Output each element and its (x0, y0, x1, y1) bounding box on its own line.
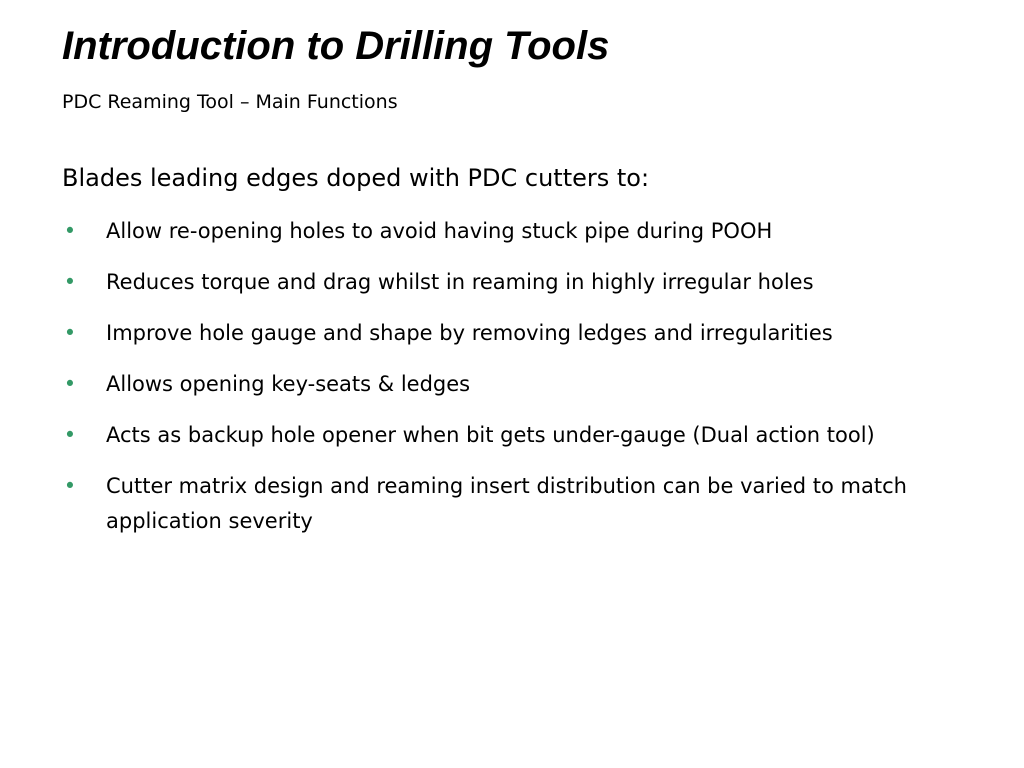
slide-subtitle: PDC Reaming Tool – Main Functions (62, 91, 398, 113)
bullet-item (62, 214, 962, 249)
bullet-icon: • (63, 321, 77, 345)
slide-title: Introduction to Drilling Tools (62, 24, 610, 68)
bullet-text: Cutter matrix design and reaming insert distribution can be varied to match application severity (106, 474, 907, 533)
bullet-text: Allow re-opening holes to avoid having stuck pipe during POOH (106, 219, 773, 243)
bullet-item (62, 316, 962, 351)
intro-text: Blades leading edges doped with PDC cutters to: (62, 164, 650, 192)
bullet-item (62, 367, 962, 402)
bullet-item (62, 469, 962, 539)
bullet-icon: • (63, 372, 77, 396)
bullet-icon: • (63, 423, 77, 447)
bullet-icon: • (63, 270, 77, 294)
bullet-text: Reduces torque and drag whilst in reaming in highly irregular holes (106, 270, 814, 294)
bullet-icon: • (63, 219, 77, 243)
bullet-item (62, 418, 962, 453)
bullet-item (62, 265, 962, 300)
bullet-icon: • (63, 474, 77, 498)
bullet-text: Acts as backup hole opener when bit gets under-gauge (Dual action tool) (106, 423, 875, 447)
bullet-list (62, 214, 962, 555)
bullet-text: Improve hole gauge and shape by removing ledges and irregularities (106, 321, 833, 345)
bullet-text: Allows opening key-seats & ledges (106, 372, 471, 396)
